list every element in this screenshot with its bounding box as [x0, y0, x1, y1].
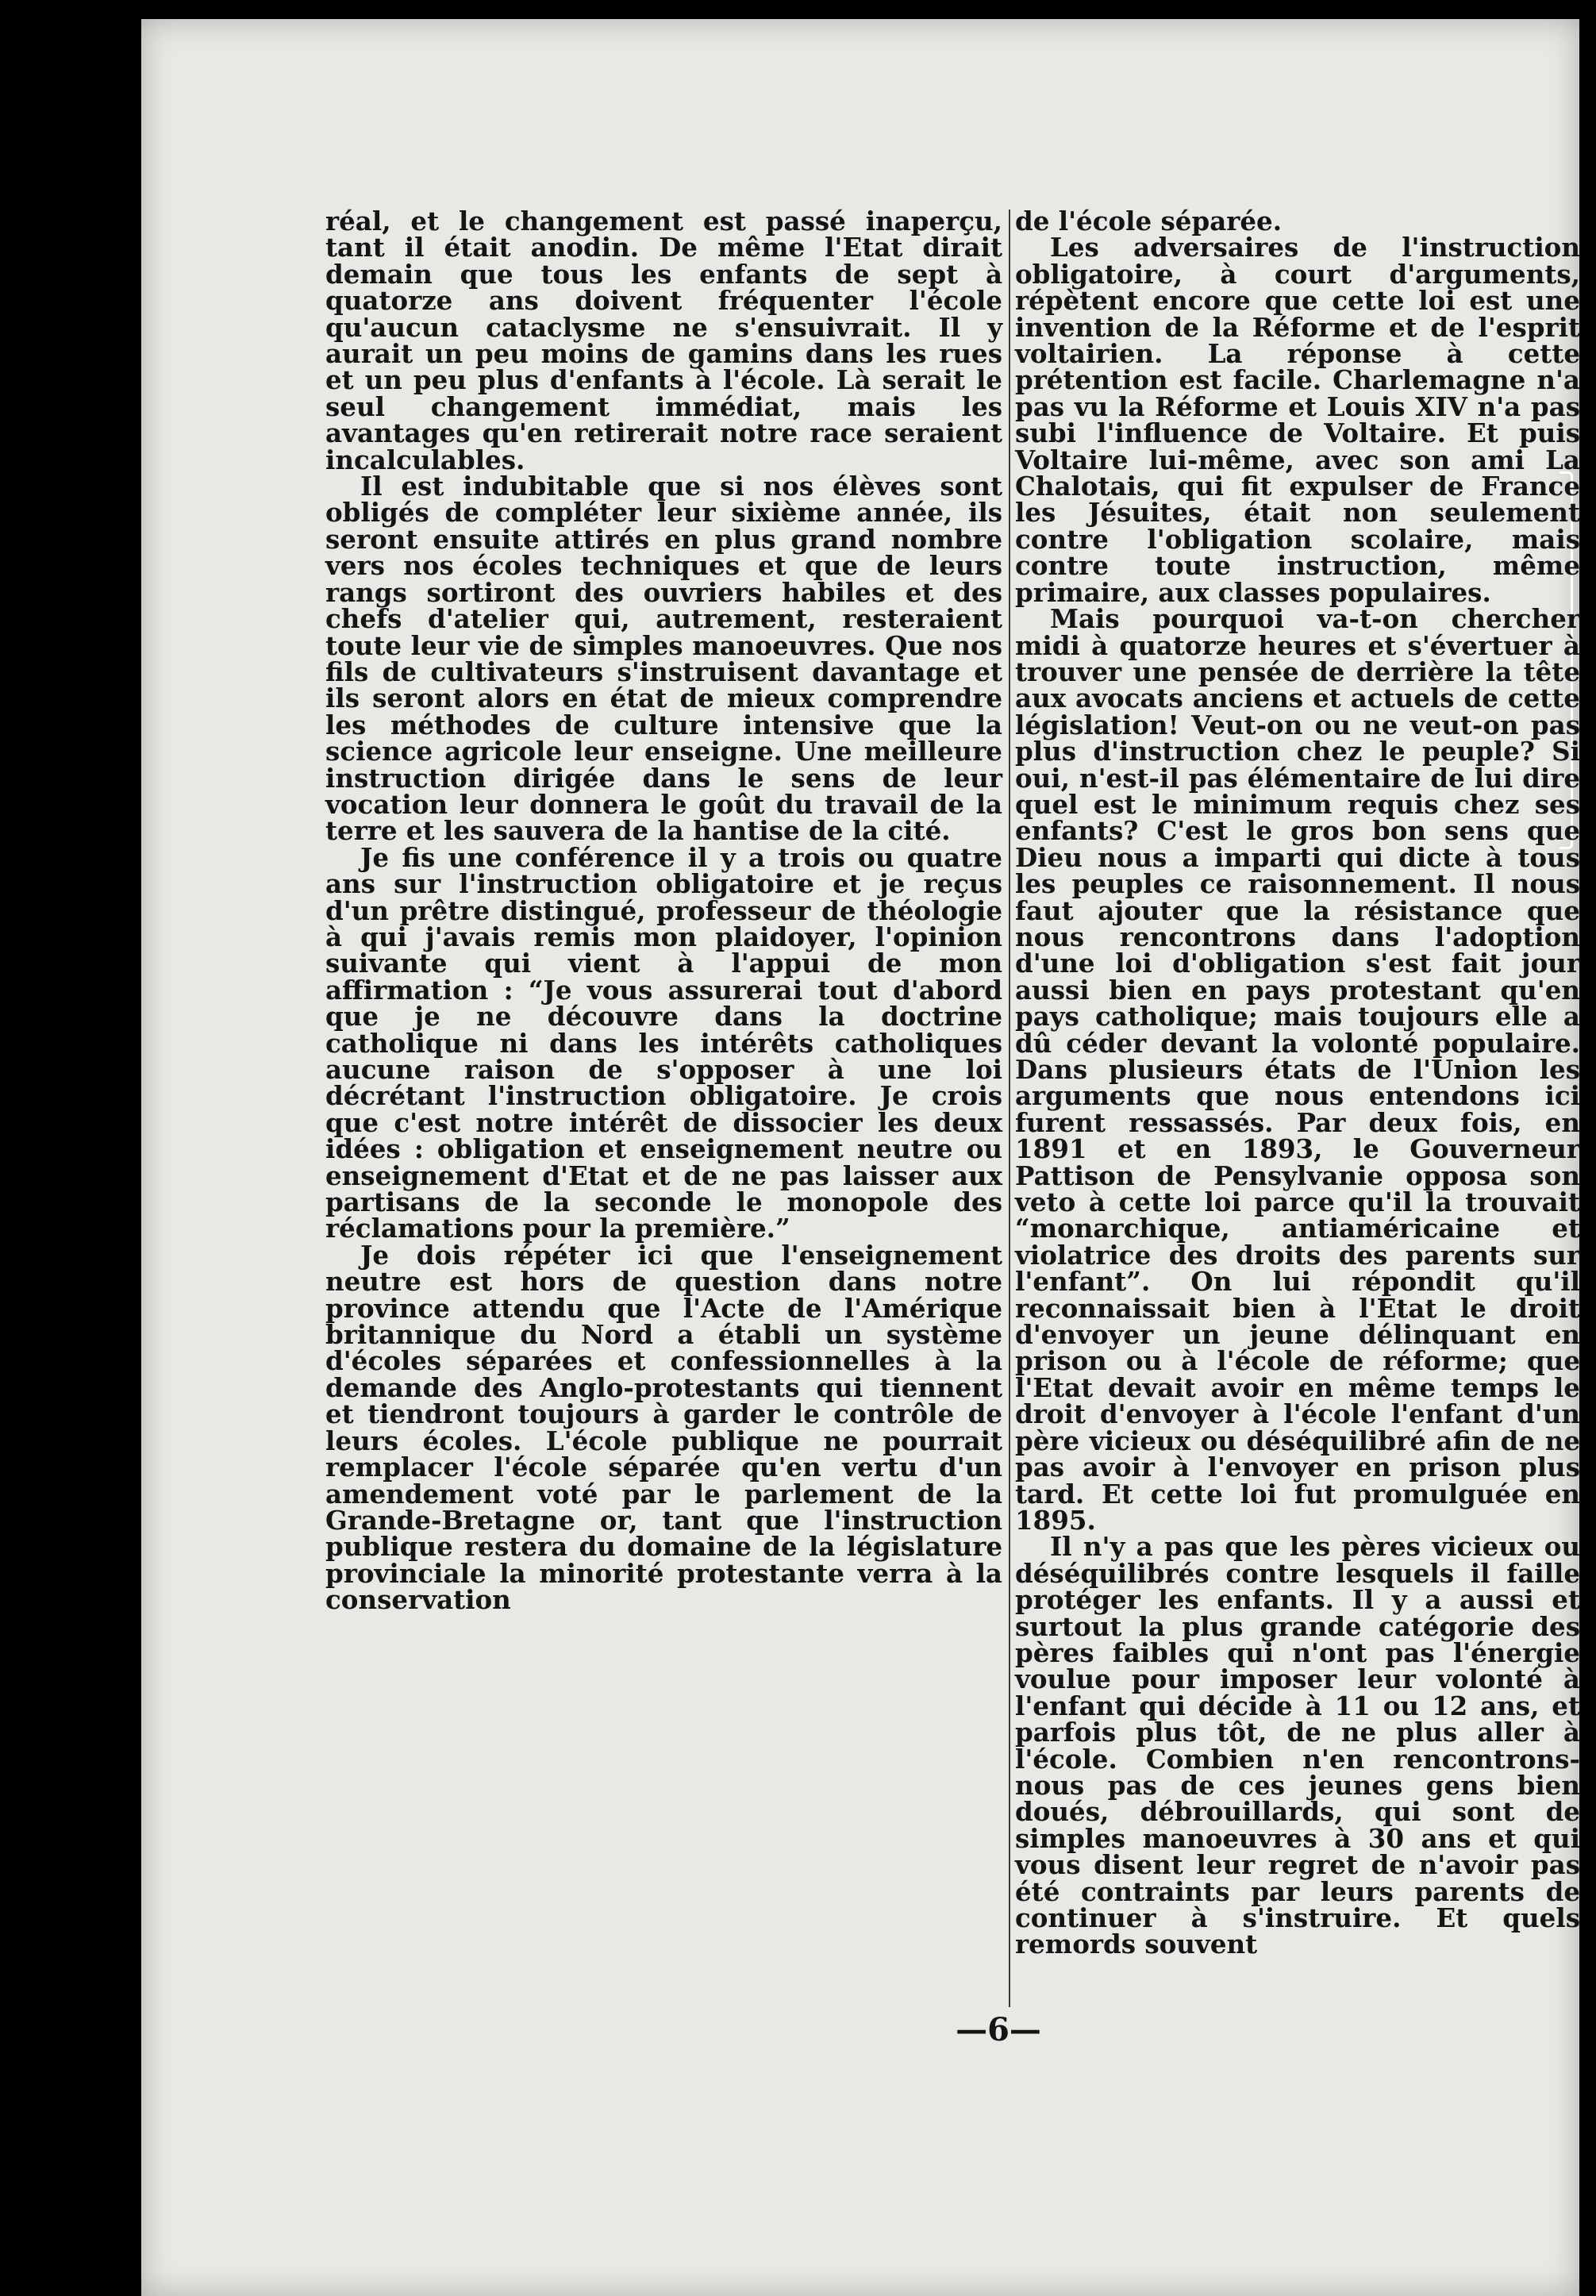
right-paragraph-4: Il n'y a pas que les pères vicieux ou déséquilibrés contre lesquels il faille protéger les enfants. Il y a aussi et surtout la plus grande catégorie des pères faibles qui n'ont pas l'énergie voulue pour imposer leur volonté à l'enfant qui décide à 11 ou 12 ans, et parfois plus tôt, de ne plus aller à l'école. Combien n'en rencontrons-nous pas de ces jeunes gens bien doués, débrouillards, qui sont de simples manoeuvres à 30 ans et qui vous disent leur regret de n'avoir pas été contraints par leurs parents de continuer à s'instruire. Et quels remords souvent — [1015, 1531, 1580, 1960]
left-paragraph-4: Je dois répéter ici que l'enseignement neutre est hors de question dans notre province attendu que l'Acte de l'Amérique britannique du Nord a établi un système d'écoles séparées et confessionnelles à la demande des Anglo-protestants qui tiennent et tiendront toujours à garder le contrôle de leurs écoles. L'école publique ne pourrait remplacer l'école séparée qu'en vertu d'un amendement voté par le parlement de la Grande-Bretagne or, tant que l'instruction publique restera du domaine de la législature provinciale la minorité protestante verra à la conservation — [325, 1239, 1002, 1616]
left-text-column — [325, 206, 1002, 1616]
left-paragraph-1: réal, et le changement est passé inaperçu, tant il était anodin. De même l'Etat dirait demain que tous les enfants de sept à quatorze ans doivent fréquenter l'école qu'aucun cataclysme ne s'ensuivrait. Il y aurait un peu moins de gamins dans les rues et un peu plus d'enfants à l'école. Là serait le seul changement immédiat, mais les avantages qu'en retirerait notre race seraient incalculables. — [325, 206, 1002, 475]
right-paragraph-1: de l'école séparée. — [1015, 206, 1283, 237]
right-text-column — [1015, 208, 1580, 1958]
left-paragraph-3: Je fis une conférence il y a trois ou quatre ans sur l'instruction obligatoire et je reçus d'un prêtre distingué, professeur de théologie à qui j'avais remis mon plaidoyer, l'opinion suivante qui vient à l'appui de mon affirmation : “Je vous assurerai tout d'abord que je ne découvre dans la doctrine catholique ni dans les intérêts catholiques aucune raison de s'opposer à une loi décrétant l'instruction obligatoire. Je crois que c'est notre intérêt de dissocier les deux idées : obligation et enseignement neutre ou enseignement d'Etat et de ne pas laisser aux partisans de la seconde le monopole des réclamations pour la première.” — [325, 841, 1002, 1244]
column-divider — [1009, 210, 1010, 2007]
left-paragraph-2: Il est indubitable que si nos élèves sont obligés de compléter leur sixième année, ils seront ensuite attirés en plus grand nombre vers nos écoles techniques et que de leurs rangs sortiront des ouvriers habiles et des chefs d'atelier qui, autrement, resteraient toute leur vie de simples manoeuvres. Que nos fils de cultivateurs s'instruisent davantage et ils seront alors en état de mieux comprendre les méthodes de culture intensive que la science agricole leur enseigne. Une meilleure instruction dirigée dans le sens de leur vocation leur donnera le goût du travail de la terre et les sauvera de la hantise de la cité. — [325, 471, 1002, 847]
right-paragraph-2: Les adversaires de l'instruction obligatoire, à court d'arguments, répètent encore que cette loi est une invention de la Réforme et de l'esprit voltairien. La réponse à cette prétention est facile. Charlemagne n'a pas vu la Réforme et Louis XIV n'a pas subi l'influence de Voltaire. Et puis Voltaire lui-même, avec son ami La Chalotais, qui fit expulser de France les Jésuites, était non seulement contre l'obligation scolaire, mais contre toute instruction, même primaire, aux classes populaires. — [1015, 232, 1580, 608]
page-number: —6— — [956, 2011, 1041, 2048]
right-paragraph-3: Mais pourquoi va-t-on chercher midi à quatorze heures et s'évertuer à trouver une pensée de derrière la tête aux avocats anciens et actuels de cette législation! Veut-on ou ne veut-on pas plus d'instruction chez le peuple? Si oui, n'est-il pas élémentaire de lui dire quel est le minimum requis chez ses enfants? C'est le gros bon sens que Dieu nous a imparti qui dicte à tous les peuples ce raisonnement. Il nous faut ajouter que la résistance que nous rencontrons dans l'adoption d'une loi d'obligation s'est fait jour aussi bien en pays protestant qu'en pays catholique; mais toujours elle a dû céder devant la volonté populaire. Dans plusieurs états de l'Union les arguments que nous entendons ici furent ressassés. Par deux fois, en 1891 et en 1893, le Gouverneur Pattison de Pensylvanie opposa son veto à cette loi parce qu'il la trouvait “monarchique, antiaméricaine et violatrice des droits des parents sur l'enfant”. On lui répondit qu'il reconnaissait bien à l'Etat le droit d'envoyer un jeune délinquant en prison ou à l'école de réforme; que l'Etat devait avoir en même temps le droit d'envoyer à l'école l'enfant d'un père vicieux ou déséquilibré afin de ne pas avoir à l'envoyer en prison plus tard. Et cette loi fut promulguée en 1895. — [1015, 603, 1580, 1536]
scanned-page — [141, 19, 1579, 2296]
